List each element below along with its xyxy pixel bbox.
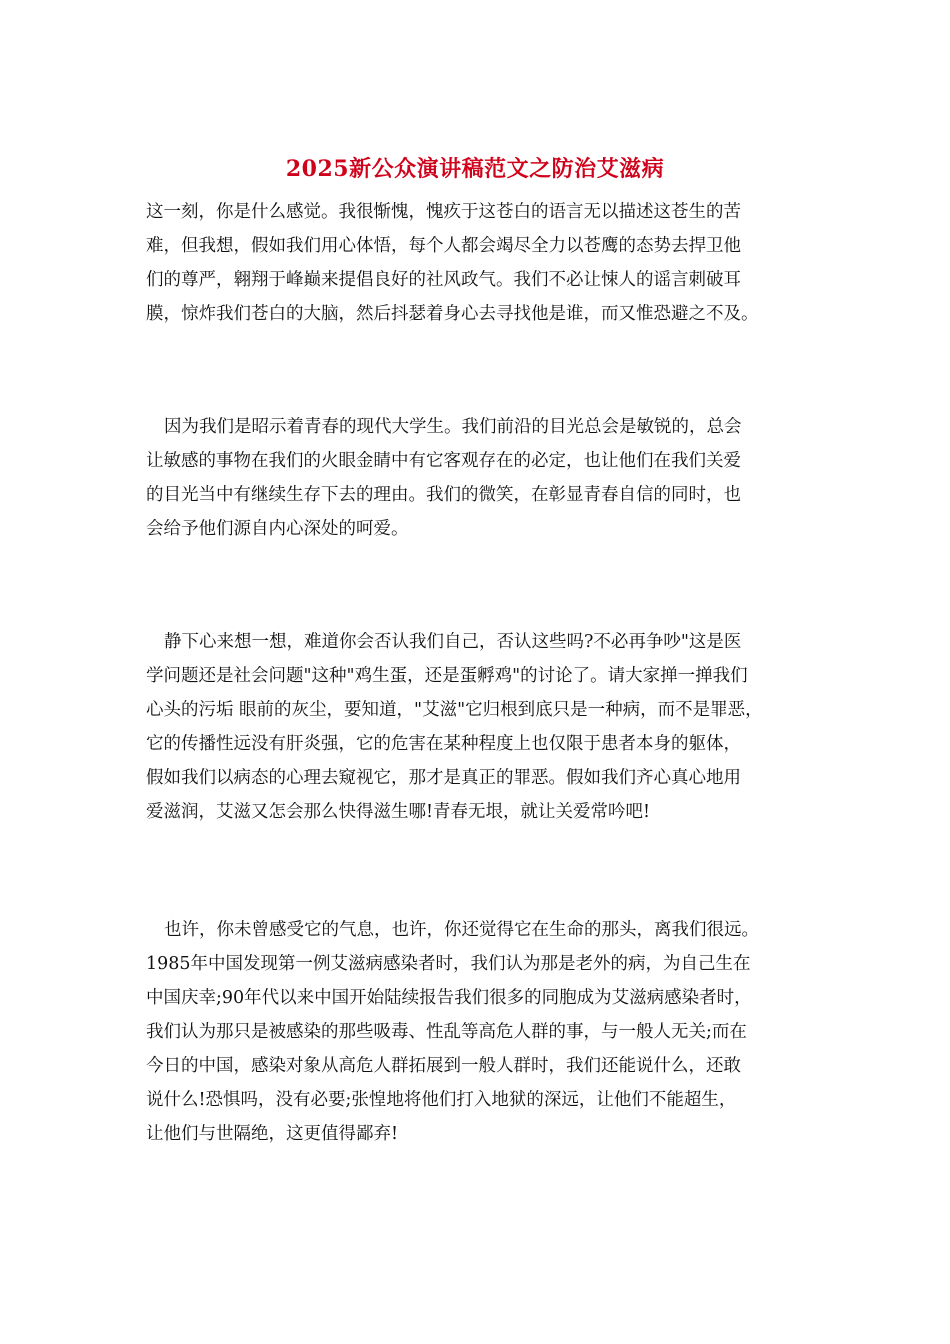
paragraph-line: 中国庆幸;90年代以来中国开始陆续报告我们很多的同胞成为艾滋病感染者时，: [146, 988, 752, 1008]
paragraph-line: 难，但我想，假如我们用心体悟，每个人都会竭尽全力以苍鹰的态势去捍卫他: [146, 236, 741, 256]
paragraph-line: 这一刻，你是什么感觉。我很惭愧，愧疚于这苍白的语言无以描述这苍生的苦: [146, 202, 741, 222]
paragraph-line: 的目光当中有继续生存下去的理由。我们的微笑，在彰显青春自信的同时，也: [146, 485, 741, 505]
paragraph-line: 它的传播性远没有肝炎强，它的危害在某种程度上也仅限于患者本身的躯体，: [146, 734, 741, 754]
paragraph-line: 今日的中国，感染对象从高危人群拓展到一般人群时，我们还能说什么，还敢: [146, 1056, 741, 1076]
paragraph-line: 心头的污垢 眼前的灰尘，要知道，"艾滋"它归根到底只是一种病，而不是罪恶，: [146, 700, 763, 720]
paragraph-line: 会给予他们源自内心深处的呵爱。: [146, 519, 409, 539]
paragraph-line: 爱滋润，艾滋又怎会那么快得滋生哪!青春无垠，就让关爱常吟吧!: [146, 802, 651, 822]
paragraph-2: [146, 410, 826, 546]
paragraph-line: 膜，惊炸我们苍白的大脑，然后抖瑟着身心去寻找他是谁，而又惟恐避之不及。: [146, 304, 759, 324]
paragraph-line: 学问题还是社会问题"这种"鸡生蛋，还是蛋孵鸡"的讨论了。请大家掸一掸我们: [146, 666, 748, 686]
paragraph-line: 1985年中国发现第一例艾滋病感染者时，我们认为那是老外的病，为自己生在: [146, 954, 751, 974]
paragraph-line: 让他们与世隔绝，这更值得鄙弃!: [146, 1124, 399, 1144]
paragraph-4: [146, 913, 826, 1151]
paragraph-line: 让敏感的事物在我们的火眼金睛中有它客观存在的必定，也让他们在我们关爱: [146, 451, 741, 471]
paragraph-line: 我们认为那只是被感染的那些吸毒、性乱等高危人群的事，与一般人无关;而在: [146, 1022, 747, 1042]
paragraph-line: 也许，你未曾感受它的气息，也许，你还觉得它在生命的那头，离我们很远。: [164, 920, 759, 940]
paragraph-line: 说什么!恐惧吗，没有必要;张惶地将他们打入地狱的深远，让他们不能超生，: [146, 1090, 737, 1110]
paragraph-1: [146, 195, 826, 331]
paragraph-3: [146, 625, 826, 829]
paragraph-line: 静下心来想一想，难道你会否认我们自己，否认这些吗?不必再争吵"这是医: [164, 632, 742, 652]
paragraph-line: 假如我们以病态的心理去窥视它，那才是真正的罪恶。假如我们齐心真心地用: [146, 768, 741, 788]
paragraph-line: 因为我们是昭示着青春的现代大学生。我们前沿的目光总会是敏锐的，总会: [164, 417, 742, 437]
paragraph-line: 们的尊严，翱翔于峰巅来提倡良好的社风政气。我们不必让悚人的谣言刺破耳: [146, 270, 741, 290]
document-title: 2025新公众演讲稿范文之防治艾滋病: [285, 156, 665, 182]
